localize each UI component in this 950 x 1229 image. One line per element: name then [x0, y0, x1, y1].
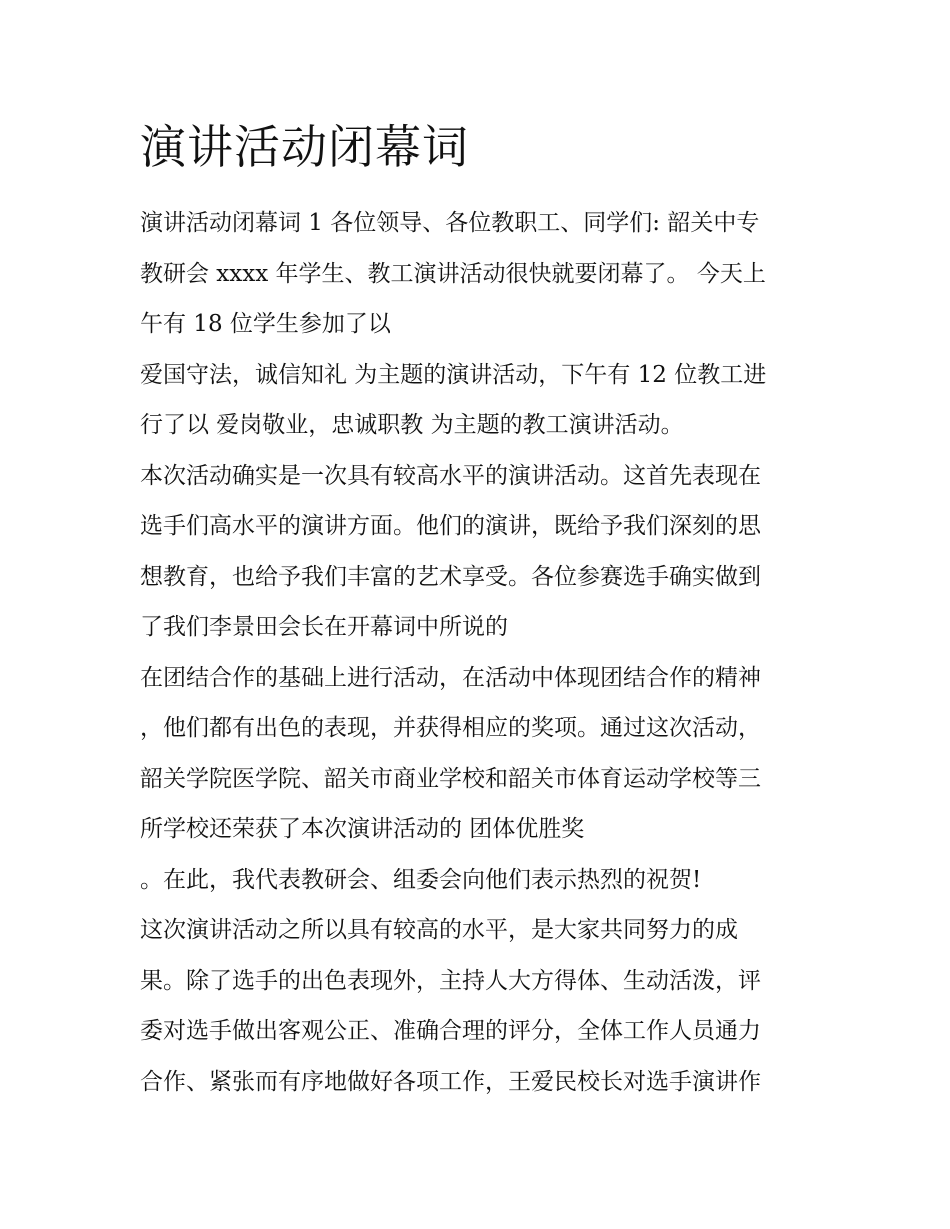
- body-line: 午有 18 位学生参加了以: [140, 311, 391, 337]
- body-line: 爱国守法，诚信知礼 为主题的演讲活动，下午有 12 位教工进: [140, 361, 767, 388]
- body-line: 。在此，我代表教研会、组委会向他们表示热烈的祝贺!: [140, 866, 702, 893]
- body-line: 想教育，也给予我们丰富的艺术享受。各位参赛选手确实做到: [140, 563, 761, 590]
- body-line: 这次演讲活动之所以具有较高的水平，是大家共同努力的成: [140, 917, 738, 943]
- body-line: 教研会 xxxx 年学生、教工演讲活动很快就要闭幕了。 今天上: [140, 260, 766, 287]
- body-line: 所学校还荣获了本次演讲活动的 团体优胜奖: [140, 816, 585, 842]
- body-line: 了我们李景田会长在开幕词中所说的: [140, 614, 508, 640]
- body-line: 本次活动确实是一次具有较高水平的演讲活动。这首先表现在: [140, 462, 761, 489]
- body-line: 在团结合作的基础上进行活动，在活动中体现团结合作的精神: [140, 664, 761, 691]
- document-body: [140, 198, 820, 1107]
- body-line: 演讲活动闭幕词 1 各位领导、各位教职工、同学们: 韶关中专: [140, 210, 760, 236]
- body-line: 果。除了选手的出色表现外，主持人大方得体、生动活泼，评: [140, 967, 761, 994]
- body-line: 行了以 爱岗敬业，忠诚职教 为主题的教工演讲活动。: [140, 412, 684, 438]
- body-line: 委对选手做出客观公正、准确合理的评分，全体工作人员通力: [140, 1018, 761, 1044]
- body-line: ，他们都有出色的表现，并获得相应的奖项。通过这次活动，: [140, 715, 761, 741]
- body-line: 合作、紧张而有序地做好各项工作，王爱民校长对选手演讲作: [140, 1068, 761, 1095]
- body-line: 选手们高水平的演讲方面。他们的演讲，既给予我们深刻的思: [140, 513, 761, 539]
- body-line: 韶关学院医学院、韶关市商业学校和韶关市体育运动学校等三: [140, 765, 761, 792]
- document-title: 演讲活动闭幕词: [140, 120, 469, 174]
